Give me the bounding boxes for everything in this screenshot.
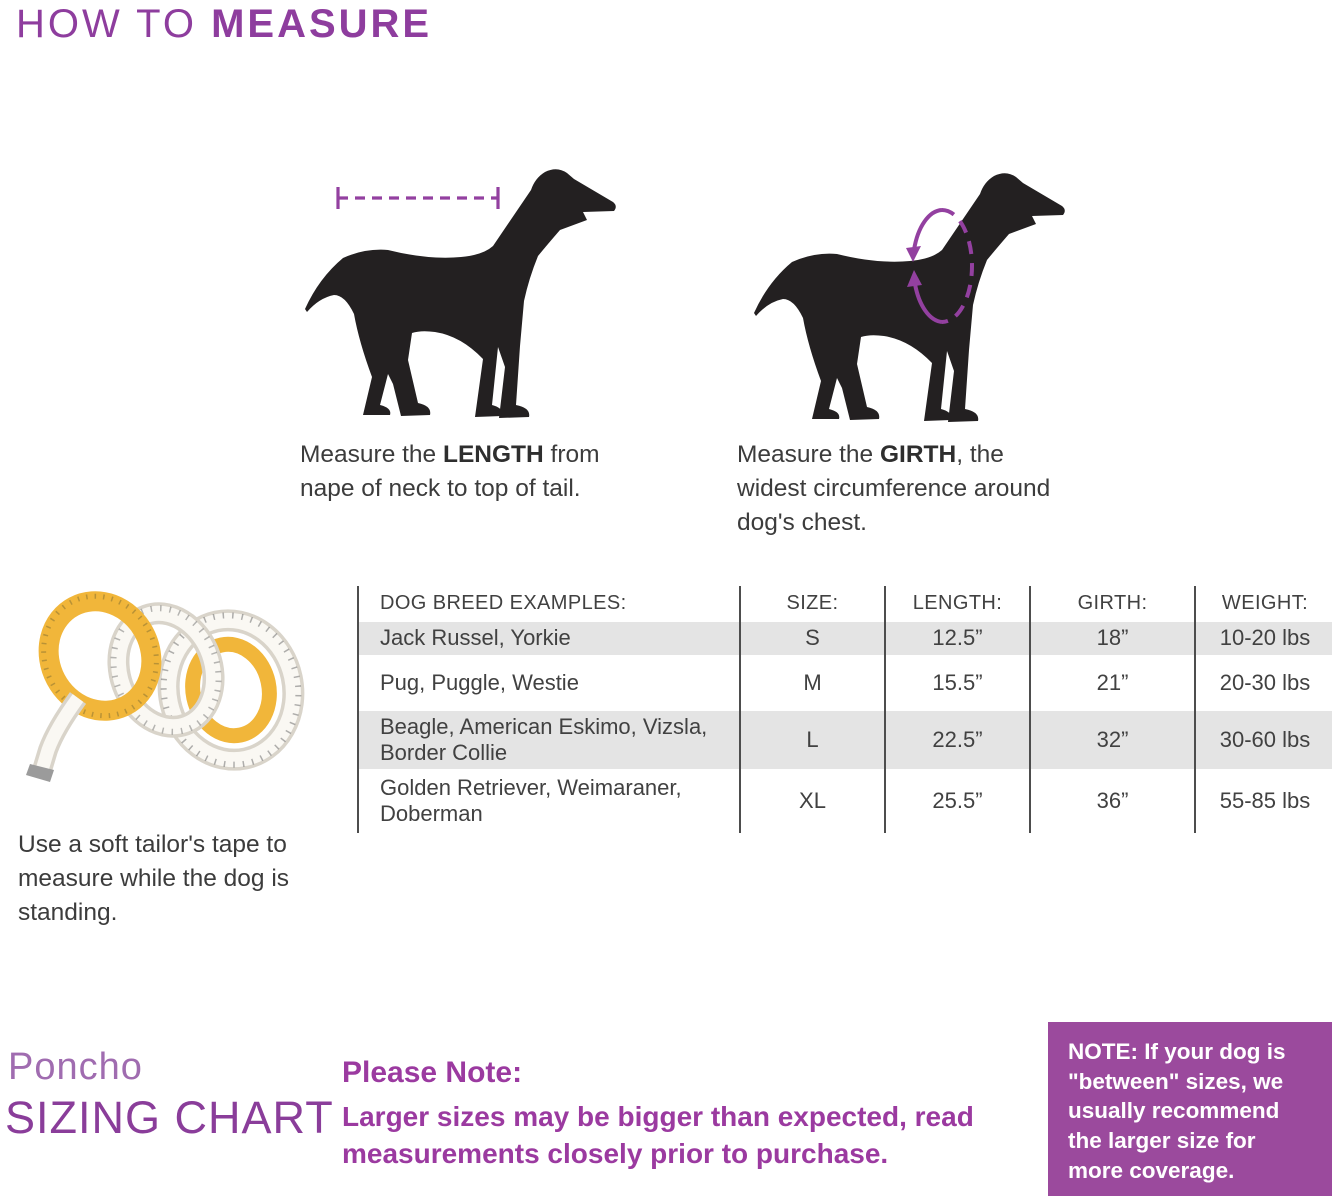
- length-caption-post: from nape of neck to top of tail.: [300, 441, 600, 502]
- table-cell-breed: Pug, Puggle, Westie: [380, 669, 579, 695]
- tape-measure-illustration: [18, 578, 308, 793]
- table-cell-length: 15.5”: [884, 655, 1029, 711]
- size-table: [357, 586, 1332, 833]
- table-cell-length: 12.5”: [884, 622, 1029, 655]
- table-cell-girth: 32”: [1029, 711, 1194, 769]
- product-name: Poncho: [8, 1046, 143, 1088]
- table-cell-breed: Jack Russel, Yorkie: [359, 622, 739, 655]
- table-cell-breed: Beagle, American Eskimo, Vizsla, Border Collie: [359, 711, 739, 769]
- col-header-size: SIZE:: [739, 586, 884, 622]
- note-box: [1048, 1022, 1332, 1196]
- girth-caption-post: , the widest circumference around dog's chest.: [737, 441, 1051, 536]
- table-cell-girth: 36”: [1029, 769, 1194, 833]
- table-cell-girth: 18”: [1029, 622, 1194, 655]
- sizing-chart-heading: SIZING CHART: [5, 1092, 334, 1143]
- col-header-weight: WEIGHT:: [1194, 586, 1332, 622]
- page-title-bold: MEASURE: [211, 2, 433, 46]
- girth-caption: [737, 438, 1069, 539]
- col-header-breed: DOG BREED EXAMPLES:: [380, 592, 627, 614]
- table-cell-girth: 21”: [1029, 655, 1194, 711]
- table-cell-weight: 55-85 lbs: [1194, 769, 1332, 833]
- page-title: [16, 2, 432, 47]
- dog-silhouette-icon: [305, 169, 616, 418]
- length-caption: [300, 438, 600, 506]
- table-cell-size: S: [739, 622, 884, 655]
- note-box-text: NOTE: If your dog is "between" sizes, we usually recommend the larger size for more coverage.: [1068, 1039, 1286, 1183]
- dog-silhouette-icon: [754, 173, 1065, 422]
- table-cell-size: L: [739, 711, 884, 769]
- page-title-light: HOW TO: [16, 2, 212, 46]
- table-cell-breed: Golden Retriever, Weimaraner, Doberman: [380, 774, 682, 826]
- length-caption-keyword: LENGTH: [443, 441, 544, 468]
- please-note-title: Please Note:: [342, 1056, 523, 1089]
- table-cell-weight: 20-30 lbs: [1194, 655, 1332, 711]
- length-measure-line: [338, 187, 498, 209]
- table-cell-size: XL: [739, 769, 884, 833]
- length-caption-pre: Measure the: [300, 441, 443, 468]
- girth-caption-pre: Measure the: [737, 441, 880, 468]
- girth-caption-keyword: GIRTH: [880, 441, 957, 468]
- dog-length-illustration: [293, 146, 623, 436]
- tape-caption: Use a soft tailor's tape to measure while the dog is standing.: [18, 831, 290, 926]
- col-header-girth: GIRTH:: [1029, 586, 1194, 622]
- table-cell-length: 25.5”: [884, 769, 1029, 833]
- col-header-length: LENGTH:: [884, 586, 1029, 622]
- please-note-body: Larger sizes may be bigger than expected, read measurements closely prior to purchase.: [342, 1101, 974, 1170]
- table-cell-length: 22.5”: [884, 711, 1029, 769]
- table-cell-weight: 10-20 lbs: [1194, 622, 1332, 655]
- dog-girth-illustration: [742, 150, 1072, 440]
- table-cell-size: M: [739, 655, 884, 711]
- table-cell-weight: 30-60 lbs: [1194, 711, 1332, 769]
